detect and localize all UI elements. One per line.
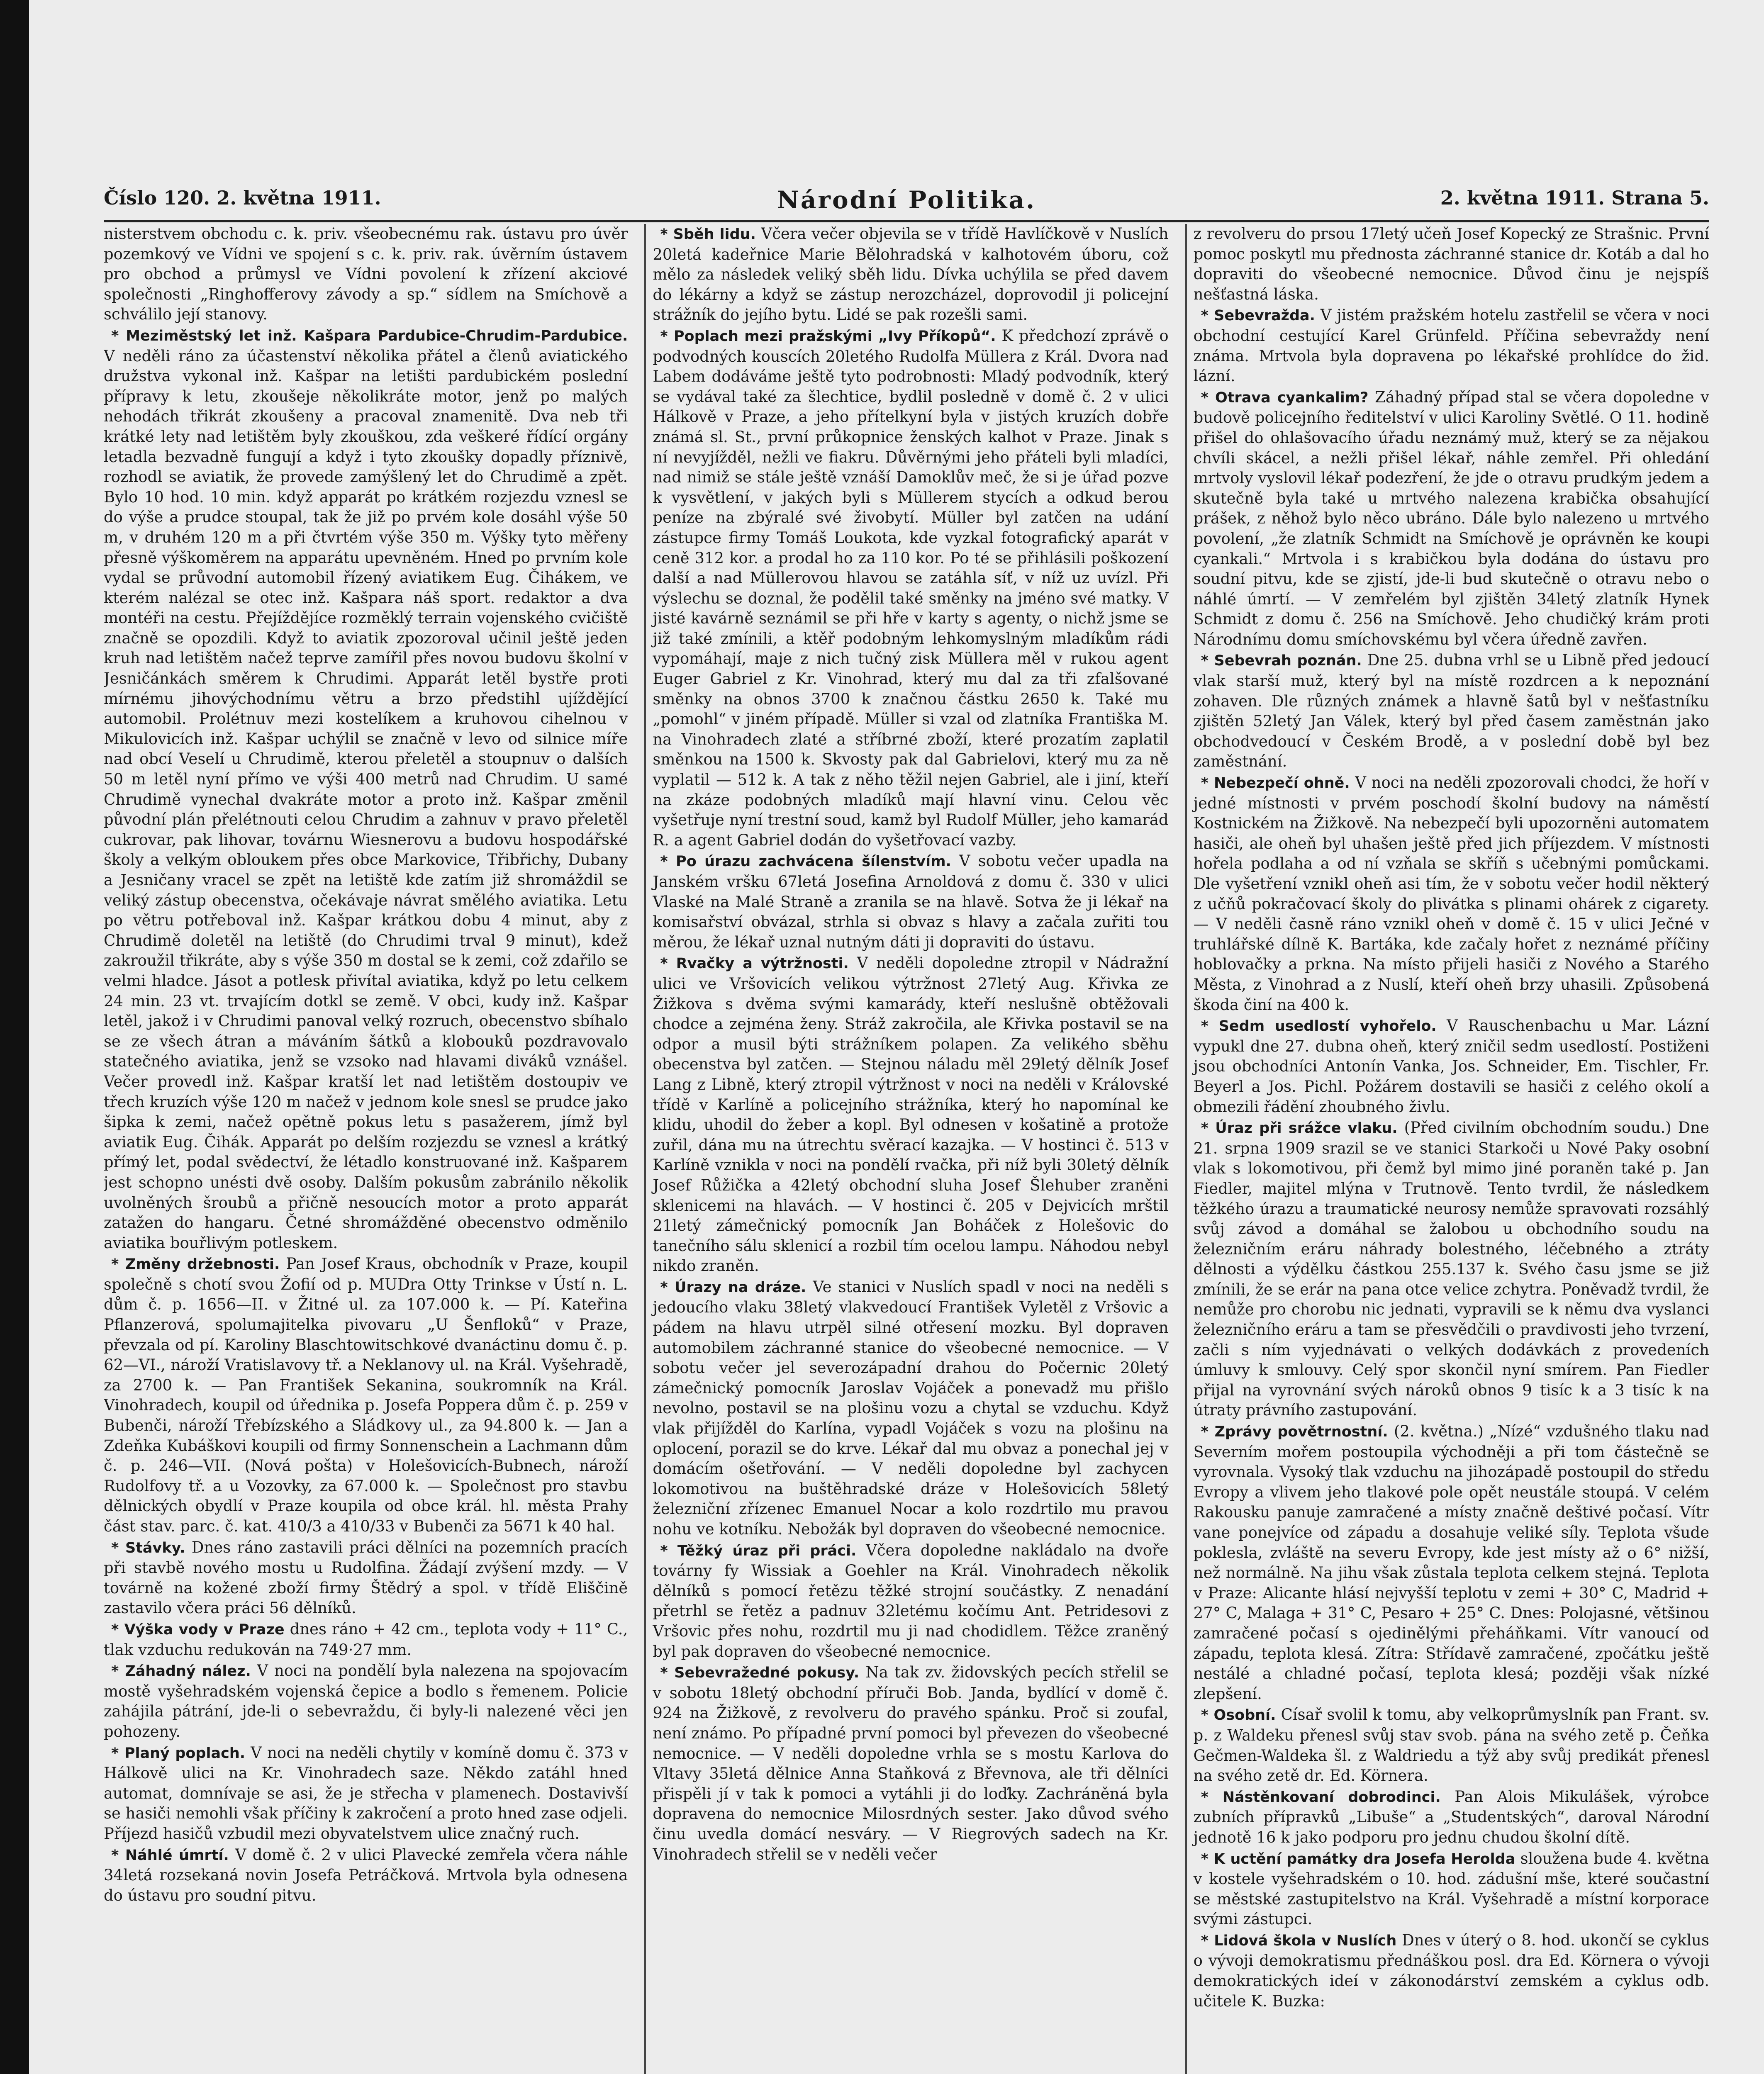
article-text: nisterstvem obchodu c. k. priv. všeobecnému rak. ústavu pro úvěr pozemkový ve Vídni ve spojení s c. k. priv. rak. úvěrním ústavem pro obchod a průmysl ve Vídni povolení k zřízení akciové společnosti „Ringhofferovy závody a sp.“ sídlem na Smíchově a schválilo její stanovy.	[104, 225, 628, 324]
column-2	[644, 224, 1168, 2074]
article-paragraph	[1194, 305, 1709, 386]
article-paragraph	[1194, 1422, 1709, 1704]
article-text: (2. května.) „Nízé“ vzdušného tlaku nad Severním mořem postoupila východněji a při tom částečně se vyrovnala. Vysoký tlak vzduchu na jihozápadě postoupil do středu Evropy a vlivem jeho tlakové pole opět neustále stoupá. V celém Rakousku panuje zamračené a místy značně deštivé počasí. Vítr vane ponejvíce od západu a dosahuje veliké síly. Teplota všude poklesla, zvláště na severu Evropy, kde jest místy až o 6° nižší, než normálně. Na jihu však zůstala teplota celkem stejná. Teplota v Praze: Alicante hlásí nejvyšší teplotu v zemi + 30° C, Madrid + 27° C, Malaga + 31° C, Pesaro + 25° C. Dnes: Polojasné, většinou zamračené počasí s ojedinělými přeháňkami. Vítr vanoucí od západu, teplota klesá. Zítra: Střídavě zamračené, zpočátku ještě nestálé a chladné počasí, teplota klesá; později však nízké zlepšení.	[1193, 1422, 1709, 1703]
article-paragraph	[1194, 1787, 1709, 1848]
article-paragraph	[1194, 650, 1709, 772]
article-text: Pan Josef Kraus, obchodník v Praze, koupil společně s chotí svou Žofií od p. MUDra Otty Trinkse v Ústí n. L. dům č. p. 1656—II. v Žitné ul. za 107.000 k. — Pí. Kateřina Pflanzerová, spolumajitelka pivovaru „U Šenfloků“ v Praze, převzala od pí. Karoliny Blaschtowitschkové dvanáctinu domu č. p. 62—VI., nároží Vratislavovy tř. a Neklanovy ul. na Král. Vyšehradě, za 2700 k. — Pan František Sekanina, soukromník na Král. Vinohradech, koupil od úřednika p. Josefa Poppera dům č. p. 259 v Bubenči, nároží Třebízského a Sládkovy ul., za 94.800 k. — Jan a Zdeňka Kubáškovi koupili od firmy Sonnenschein a Lachmann dům č. p. 246—VII. (Nová pošta) v Holešovicích-Bubnech, nároží Rudolfovy tř. a u Vozovky, za 67.000 k. — Společnost pro stavbu dělnických obydlí v Praze koupila od obce král. hl. města Prahy část stav. parc. č. kat. 410/3 a 410/33 v Bubenči za 5671 k 40 hal.	[104, 1255, 628, 1535]
article-text: Pan Alois Mikulášek, výrobce zubních přípravků „Libuše“ a „Studentských“, daroval Národní jednotě 16 k jako podporu pro jednu chudou školní dítě.	[1193, 1787, 1709, 1846]
article-text: Na tak zv. židovských pecích střelil se v sobotu 18letý obchodní příruči Bob. Janda, bydlící v domě č. 924 na Žižkově, z revolveru do pravého spánku. Proč si zoufal, není známo. Po případné první pomoci byl převezen do všeobecné nemocnice. — V neděli dopoledne vrhla se s mostu Karlova do Vltavy 35letá dělnice Anna Staňková z Břevnova, ale tři dělníci přispěli jí v tak k pomoci a vytáhli ji do loďky. Zachráněná byla dopravena do nemocnice Milosrdných sester. Jako důvod svého činu uvedla domácí nesváry. — V Riegrových sadech na Kr. Vinohradech střelil se v neděli večer	[653, 1663, 1169, 1863]
article-heading: * Planý poplach.	[111, 1745, 246, 1762]
article-text: Dnes ráno zastavili práci dělníci na pozemních pracích při stavbě nového mostu u Rudolfina. Žádají zvýšení mzdy. — V továrně na kožené zboží firmy Štědrý a spol. v třídě Eliščině zastavilo včera práci 56 dělníků.	[104, 1538, 628, 1617]
article-paragraph	[104, 224, 628, 325]
article-paragraph	[653, 224, 1168, 325]
article-heading: * Meziměstský let inž. Kašpara Pardubice-Chrudim-Pardubice.	[111, 327, 628, 344]
article-text: V domě č. 2 v ulici Plavecké zemřela včera náhle 34letá rozsekaná novin Josefa Petráčková. Mrtvola byla odnesena do ústavu pro soudní pitvu.	[104, 1845, 628, 1904]
article-paragraph	[653, 1277, 1168, 1540]
article-text: z revolveru do prsou 17letý učeň Josef Kopecký ze Strašnic. První pomoc poskytl mu přednosta záchranné stanice dr. Kotáb a dal ho dopraviti do všeobecné nemocnice. Důvod činu je nejspíš nešťastná láska.	[1193, 225, 1709, 303]
article-text: V noci na neděli chytily v komíně domu č. 373 v Hálkově ulici na Kr. Vinohradech saze. Někdo zatáhl hned automat, domnívaje se asi, že je střecha v plamenech. Dostavivší se hasiči nemohli však příčiny k zakročení a proto hned zase odjeli. Příjezd hasičů vzbudil mezi obyvatelstvem ulice značný ruch.	[104, 1743, 628, 1843]
article-paragraph	[1194, 1118, 1709, 1421]
article-text: K předchozí zprávě o podvodných kouscích 20letého Rudolfa Müllera z Král. Dvora nad Labem dodáváme ještě tyto podrobnosti: Mladý podvodník, který se vydával také za šlechtice, bydlil posledně v domě č. 2 v ulici Hálkově v Praze, a jeho přítelkyní byla v jistých kruzích dobře známá sl. St., první průkopnice ženských kalhot v Praze. Jinak s ní nevyjížděl, nežli ve fiakru. Důvěrnými jeho přáteli byli mladíci, nad nimiž se stále ještě vznáší Damoklův meč, že si je úřad pozve k vysvětlení, v jakých byli s Müllerem stycích a odkud berou peníze na zbýralé své živobytí. Müller byl zatčen na udání zástupce firmy Tomáš Loukota, kde vyzkal fotografický aparát v ceně 312 kor. a prodal ho za 110 kor. Po té se přihlásili poškození další a nad Müllerovou hlavou se zatáhla síť, v níž uz uvízl. Při výslechu se doznal, že podělil také směnky na jméno své matky. V jisté kavárně seznámil se při hře v karty s agenty, o nichž jsme se již také zmínili, a ktěř podobným lehkomyslným mladíkům rádi vypomáhají, maje z nich tučný zisk Müllera měl v rukou agent Euger Gabriel z Kr. Vinohrad, který mu dal za tři zfalšované směnky na obnos 3700 k značnou částku 2650 k. Také mu „pomohl“ v jiném případě. Müller si vzal od zlatníka Františka M. na Vinohradech zlaté a stříbrné zboží, které prozatím zaplatil směnkou na 1500 k. Skvosty pak dal Gabrielovi, který mu za ně vyplatil — 512 k. A tak z něho těžil nejen Gabriel, ale i jiní, kteří na zkáze podobných mladíků mají hlavní vinu. Celou věc vyšetřuje nyní trestní soud, kamž byl Rudolf Müller, jeho kamarád R. a agent Gabriel dodán do vyšetřovací vazby.	[653, 326, 1169, 849]
article-text: dnes ráno + 42 cm., teplota vody + 11° C., tlak vzduchu redukován na 749·27 mm.	[104, 1620, 628, 1659]
article-paragraph	[104, 1661, 628, 1742]
article-heading: * Rvačky a výtržnosti.	[660, 955, 849, 972]
newspaper-page	[104, 183, 1709, 2074]
article-paragraph	[653, 1663, 1168, 1865]
article-heading: * Sebevrah poznán.	[1201, 652, 1362, 669]
article-heading: * Sebevražda.	[1201, 307, 1315, 324]
article-text: Ve stanici v Nuslích spadl v noci na neděli s jedoucího vlaku 38letý vlakvedoucí František Vyletěl z Vršovic a pádem na hlavu utrpěl silné otřesení mozku. Byl dopraven automobilem záchranné stanice do všeobecné nemocnice. — V sobotu večer jel severozápadní drahou do Počernic 20letý zámečnický pomocník Jaroslav Vojáček a ponevadž mu přišlo nevolno, postavil se na plošinu vozu a chytal se vzduchu. Když vlak přijížděl do Karlína, vypadl Vojáček s vozu na plošinu na oplocení, porazil se do krve. Lékař dal mu obvaz a ponechal jej v domácím ošetřování. — V neděli dopoledne byl zachycen lokomotivou na buštěhradské dráze v Holešovicích 58letý železniční zřízenec Emanuel Nocar a kolo rozdrtilo mu pravou nohu ve kotníku. Nebožák byl dopraven do všeobecné nemocnice.	[653, 1278, 1169, 1538]
article-heading: * Náhlé úmrtí.	[111, 1847, 229, 1864]
page-header	[104, 183, 1709, 222]
article-paragraph	[104, 1254, 628, 1536]
article-heading: * Stávky.	[111, 1539, 185, 1556]
article-paragraph	[1194, 1849, 1709, 1930]
article-text: Dne 25. dubna vrhl se u Libně před jedoucí vlak starší muž, který byl na místě rozdrcen a k nepoznání zohaven. Dle různých známek a hlavně šatů byl v nešťastníku zjištěn 52letý Jan Válek, který byl před časem zaměstnán jako obchodvedoucí v Českém Brodě, a v poslední době byl bez zaměstnání.	[1193, 651, 1709, 771]
article-paragraph	[104, 1743, 628, 1844]
article-paragraph	[104, 1538, 628, 1619]
article-paragraph	[1194, 387, 1709, 650]
article-paragraph	[653, 326, 1168, 850]
column-1	[104, 224, 628, 2074]
article-heading: * Těžký úraz při práci.	[660, 1542, 857, 1559]
article-text: V sobotu večer upadla na Janském vršku 67letá Josefina Arnoldová z domu č. 330 v ulici Vlaské na Malé Straně a zranila se na hlavě. Sotva že ji lékař na komisařství obvázal, strhla si obvaz s hlavy a začala zuřiti tou měrou, že lékař uznal nutným dáti ji dopraviti do ústavu.	[653, 852, 1169, 951]
article-heading: * Otrava cyankalim?	[1201, 389, 1369, 406]
article-heading: * Sběh lidu.	[660, 226, 756, 243]
issue-number-date: Číslo 120. 2. května 1911.	[104, 187, 381, 209]
article-text: V jistém pražském hotelu zastřelil se včera v noci obchodní cestující Karel Grünfeld. Příčina sebevraždy není známa. Mrtvola byla dopravena po lékařské prohlídce do žid. lázní.	[1193, 306, 1709, 385]
article-text: V noci na neděli zpozorovali chodci, že hoří v jedné místnosti v prvém poschodí školní budovy na náměstí Kostnickém na Žižkově. Na nebezpečí byli upozorněni automatem hasiči, ale oheň byl uhašen ještě před jich příjezdem. V místnosti hořela podlaha a od ní vzňala se skříň s učebnými pomůckami. Dle vyšetření vznikl oheň asi tím, že v sobotu večer hodil některý z učňů pokračovací školy do plivátka s plinami ohárek z cigarety. — V neděli časně ráno vznikl oheň v domě č. 15 v ulici Ječné v truhlářské dílně K. Bartáka, kde začaly hořet z neznámé příčiny hoblovačky a prkna. Na místo přijeli hasiči z Nového a Starého Města, z Vinohrad a z Nuslí, kteří oheň brzy uhasili. Způsobená škoda činí na 400 k.	[1193, 774, 1709, 1014]
article-columns	[104, 224, 1709, 2074]
article-text: Včera večer objevila se v třídě Havlíčkově v Nuslích 20letá kadeřnice Marie Bělohradská v kalhotovém úboru, což mělo za následek veliký sběh lidu. Dívka uchýlila se před davem do lékárny a když se zástup nerozcházel, doprovodil ji policejní strážník do jejího bytu. Lidé se pak rozešli sami.	[653, 225, 1169, 324]
article-heading: * Sedm usedlostí vyhořelo.	[1201, 1018, 1437, 1035]
article-heading: * Změny držebnosti.	[111, 1256, 280, 1273]
article-heading: * Úrazy na dráze.	[660, 1279, 806, 1296]
date-page-number: 2. května 1911. Strana 5.	[1440, 187, 1709, 209]
article-paragraph	[1194, 773, 1709, 1015]
article-text: Dnes v úterý o 8. hod. ukončí se cyklus o vývoji demokratismu přednáškou posl. dra Ed. Körnera o vývoji demokratických ideí v zákonodárství zemském a cyklus odb. učitele K. Buzka:	[1193, 1931, 1709, 2010]
article-paragraph	[653, 851, 1168, 952]
article-text: V neděli ráno za účastenství několika přátel a členů aviatického družstva vykonal inž. Kašpar na letišti pardubickém poslední přípravy k letu, zkoušeje několikráte motor, jenž po malých nehodách třikrát zkoušeny a pracoval znamenitě. Dva neb tři krátké lety nad letištěm byly zkouškou, zda veškeré řídící orgány letadla bezvadně fungují a když i tyto zkoušky dopadly příznivě, rozhodl se aviatik, že provede zamýšlený let do Chrudimě a zpět. Bylo 10 hod. 10 min. když apparát po krátkém rozjezdu vznesl se do výše a prudce stoupal, tak že již po prvém kole dosáhl výše 50 m, v druhém 120 m a při čtvrtém výše 350 m. Výšky tyto měřeny přesně výškoměrem na apparátu upevněném. Hned po prvním kole vydal se průvodní automobil řízený aviatikem Eug. Čihákem, ve kterém nalézal se otec inž. Kašpara náš sport. redaktor a dva montéři na cestu. Přejíždějíce rozměklý terrain vojenského cvičiště značně se opozdili. Když to aviatik zpozoroval učinil ještě jeden kruh nad letištěm načež teprve zamířil přes novou budovu školní v Jesničánkách směrem k Chrudimi. Apparát letěl bystře proti mírnému jihovýchodnímu větru a brzo předstihl ujíždějící automobil. Prolétnuv mezi kostelíkem a kruhovou cihelnou v Mikulovicích inž. Kašpar uchýlil se značně v levo od silnice míře nad obcí Veselí u Chrudimě, kterou přeletěl a stoupnuv o dalších 50 m letěl nyní přímo ve výši 400 metrů nad Chrudim. U samé Chrudimě vynechal dvakráte motor a proto inž. Kašpar změnil původní plán přelétnouti celou Chrudim a zahnuv v pravo přeletěl cukrovar, pak lihovar, továrnu Wiesnerovu a budovu hospodářské školy a velkým obloukem přes obce Markovice, Třibřichy, Dubany a Jesničany vracel se zpět na letiště kde zatím již shromáždil se veliký zástup obecenstva, očekávaje návrat smělého aviatika. Letu po větru potřeboval inž. Kašpar krátkou dobu 4 minut, aby z Chrudimě doletěl na letiště (do Chrudimi trval 9 minut), kdež zakroužil třikráte, aby s výše 350 m dostal se k zemi, což zdařilo se velmi hladce. Jásot a potlesk přivítal aviatika, když po letu celkem 24 min. 23 vt. trvajícím dotkl se země. V obci, kudy inž. Kašpar letěl, jakož i v Chrudimi panoval velký rozruch, obecenstvo sbíhalo se ze všech átran a máváním šátků a klobouků pozdravovalo statečného aviatika, jenž se vzsoko nad hlavami diváků vznášel. Večer provedl inž. Kašpar kratší let nad letištěm dostoupiv ve třech kruzích výše 120 m načež v jednom kole snesl se prudce jako šipka k zemi, načež opětně pokus letu s pasažerem, jímž byl aviatik Eug. Čihák. Apparát po delším rozjezdu se vznesl a krátký přímý let, podal svědectví, že létadlo konstruované inž. Kašparem jest schopno unésti dvě osoby. Dalším pokusům zabránilo několik uvolněných šroubů a přičně nesoucích motor a proto apparát zatažen do hangaru. Četné shromážděné obecenstvo odměnilo aviatika bouřlivým potleskem.	[104, 347, 628, 1252]
article-text: Záhadný případ stal se včera dopoledne v budově policejního ředitelství v ulici Karoliny Světlé. O 11. hodině přišel do ohlašovacího úřadu neznámý muž, který se za nějakou chvíli skácel, a nežli přišel lékař, náhle zemřel. Při ohledání mrtvoly vyslovil lékař podezření, že jde o otravu prudkým jedem a skutečně byla také u mrtvého nalezena krabička obsahující prášek, z něhož bylo něco ubráno. Dále bylo nalezeno u mrtvého povolení, „že zlatník Schmidt na Smíchově je oprávněn ke koupi cyankali.“ Mrtvola i s krabičkou byla dodána do ústavu pro soudní pitvu, kde se zjistí, jde-li bud skutečně o otravu nebo o náhlé úmrtí. — V zemřelém byl zjištěn 34letý zlatník Hynek Schmidt z domu č. 256 na Smíchově. Jeho chudičký krám proti Národnímu domu smíchovskému byl včera úředně zavřen.	[1193, 388, 1709, 648]
article-text: Císař svolil k tomu, aby velkoprůmyslník pan Frant. sv. p. z Waldeku přenesl svůj stav svob. pána na svého zetě p. Čeňka Gečmen-Waldeka šl. z Waldriedu a týž aby svůj predikát přenesl na svého zetě dr. Ed. Körnera.	[1193, 1706, 1709, 1785]
article-paragraph	[104, 326, 628, 1253]
article-heading: * Záhadný nález.	[111, 1663, 251, 1680]
article-heading: * Poplach mezi pražskými „Ivy Příkopů“.	[660, 328, 996, 345]
article-text: Včera dopoledne nakládalo na dvoře továrny fy Wissiak a Goehler na Král. Vinohradech několik dělníků s pomocí řetězu těžké strojní součástky. Z nenadání přetrhl se řetěz a padnuv 32letému kočímu Ant. Petridesovi z Vršovic přes nohu, rozdrtil mu ji nad chodidlem. Těžce zraněný byl pak dopraven do všeobecné nemocnice.	[653, 1541, 1169, 1660]
article-text: V Rauschenbachu u Mar. Lázní vypukl dne 27. dubna oheň, který zničil sedm usedlostí. Postiženi jsou obchodníci Antonín Vanka, Jos. Schneider, Em. Tischler, Fr. Beyerl a Jos. Pichl. Požárem dostavili se hasiči z celého okolí a obmezili řádění zhoubného živlu.	[1193, 1017, 1709, 1116]
scan-left-edge	[0, 0, 29, 2074]
article-paragraph	[1194, 224, 1709, 304]
article-paragraph	[1194, 1930, 1709, 2011]
article-paragraph	[653, 1541, 1168, 1662]
article-heading: * Nástěnkovaní dobrodinci.	[1201, 1789, 1441, 1806]
article-text: V neděli dopoledne ztropil v Nádražní ulici ve Vršovicích velikou výtržnost 27letý Aug. Křivka ze Žižkova s dvěma svými kamarády, kteří neslušně obtěžovali chodce a zejména ženy. Stráž zakročila, ale Křivka postavil se na odpor a musil býti strážníkem polapen. Za velikého sběhu obecenstva byl zatčen. — Stejnou náladu měl 29letý dělník Josef Lang z Libně, který ztropil výtržnost v noci na neděli v Královské třídě v Karlíně a policejního strážníka, který ho napomínal ke klidu, uhodil do žeber a kopl. Byl odnesen v košatině a protože zuřil, dána mu na útrechtu svěrací kazajka. — V hostinci č. 513 v Karlíně vznikla v noci na pondělí rvačka, při níž byli 30letý dělník Josef Růžička a 42letý obchodní sluha Josef Šlehuber zraněni sklenicemi na hlavách. — V hostinci č. 205 v Dejvicích mrštil 21letý zámečnický pomocník Jan Boháček z Holešovic do tanečního sálu sklenicí a rozbil tím ocelou lampu. Náhodou nebyl nikdo zraněn.	[653, 954, 1169, 1275]
article-heading: * Lidová škola v Nuslích	[1201, 1932, 1397, 1949]
article-heading: * Úraz při srážce vlaku.	[1201, 1120, 1398, 1137]
article-heading: * Nebezpečí ohně.	[1201, 775, 1350, 792]
masthead-title: Národní Politika.	[777, 186, 1036, 214]
article-heading: * Výška vody v Praze	[111, 1621, 285, 1638]
article-paragraph	[104, 1845, 628, 1906]
column-3	[1185, 224, 1709, 2074]
article-heading: * Zprávy povětrnostní.	[1201, 1424, 1388, 1441]
article-paragraph	[1194, 1016, 1709, 1117]
article-heading: * Po úrazu zachvácena šílenstvím.	[660, 853, 951, 870]
article-heading: * K uctění památky dra Josefa Herolda	[1201, 1850, 1515, 1867]
article-paragraph	[104, 1619, 628, 1660]
article-paragraph	[1194, 1705, 1709, 1786]
article-text: sloužena bude 4. května v kostele vyšehradském o 10. hod. zádušní mše, které součastní se městské zastupitelstvo na Král. Vyšehradě a místní korporace svými zástupci.	[1193, 1849, 1709, 1928]
article-text: (Před civilním obchodním soudu.) Dne 21. srpna 1909 srazil se ve stanici Starkoči u Nové Paky osobní vlak s lokomotivou, při čemž byl mimo jiné poraněn také p. Jan Fiedler, majitel mlýna v Trutnově. Tento tvrdil, že následkem těžkého úrazu a traumatické neurosy nemůže spravovati rozsáhlý svůj závod a domáhal se žalobou u obchodního soudu na železničním eráru náhrady bolestného, léčebného a ztráty dělnosti a výdělku částkou 255.137 k. Svého času jsme se již zmínili, že se erár na pana otce velice zchytra. Poněvadž tvrdil, že nemůže pro chorobu nic jednati, vypravili se k němu dva vyslanci železničního eráru a tam se přesvědčili o pravdivosti jeho tvrzení, začli s ním vyjednávati o velkých dodávkách z provedeních úmluvy k smlouvy. Celý spor skončil nyní smírem. Pan Fiedler přijal na vyrovnání svých nároků obnos 9 tisíc k a 3 tisíc k na útraty právního zastupování.	[1193, 1119, 1709, 1419]
article-heading: * Osobní.	[1201, 1707, 1276, 1724]
article-paragraph	[653, 953, 1168, 1276]
article-text: V noci na pondělí byla nalezena na spojovacím mostě vyšehradském vojenská čepice a bodlo s řemenem. Policie zahájila pátrání, jde-li o sebevraždu, či byly-li nalezené věci jen pohozeny.	[104, 1662, 628, 1741]
article-heading: * Sebevražedné pokusy.	[660, 1665, 860, 1682]
